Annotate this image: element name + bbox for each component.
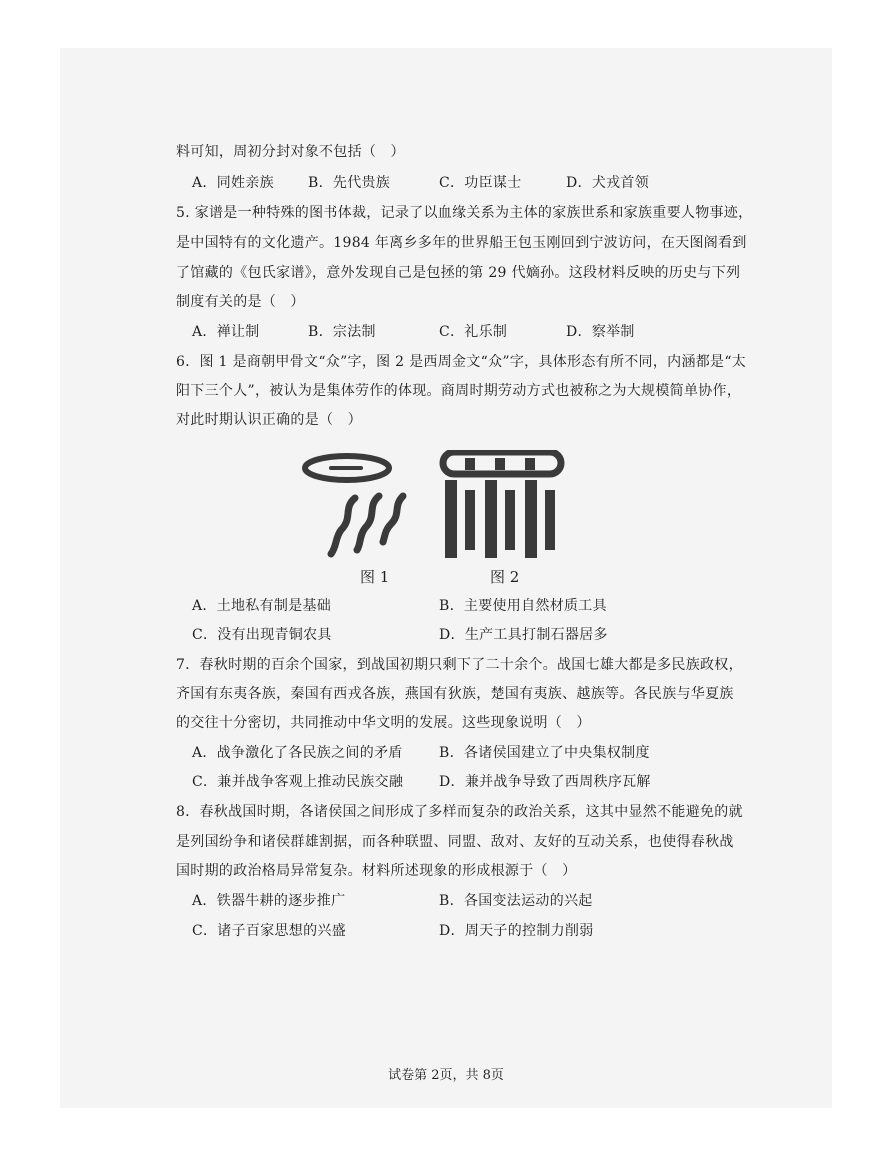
- q8-option-d: D．周天子的控制力削弱: [439, 923, 594, 939]
- q6-option-b: B．主要使用自然材质工具: [439, 598, 607, 614]
- q6-stem-line-3: 对此时期认识正确的是（ ）: [176, 412, 362, 428]
- q4-stem-tail: 料可知，周初分封对象不包括（ ）: [176, 144, 405, 160]
- q7-stem-line-2: 齐国有东夷各族，秦国有西戎各族，燕国有狄族，楚国有夷族、越族等。各民族与华夏族: [176, 686, 734, 702]
- q6-stem-line-1: 6．图 1 是商朝甲骨文“众”字，图 2 是西周金文“众”字，具体形态有所不同，内涵都是“太: [176, 354, 747, 370]
- q4-option-d: D．犬戎首领: [566, 175, 650, 191]
- q8-stem-line-2: 是列国纷争和诸侯群雄割据，而各种联盟、同盟、敌对、友好的互动关系，也使得春秋战: [176, 834, 734, 850]
- q5-option-d: D．察举制: [566, 324, 635, 340]
- q7-option-b: B．各诸侯国建立了中央集权制度: [439, 745, 650, 761]
- q6-option-c: C．没有出现青铜农具: [192, 627, 332, 643]
- q4-option-b: B．先代贵族: [308, 175, 391, 191]
- zhong-glyph-figures: [295, 450, 575, 560]
- q5-option-c: C．礼乐制: [439, 324, 508, 340]
- q8-option-a: A．铁器牛耕的逐步推广: [192, 893, 346, 909]
- oracle-bone-zhong-glyph: [305, 456, 403, 554]
- q8-option-b: B．各国变法运动的兴起: [439, 893, 593, 909]
- q5-stem-line-1: 5. 家谱是一种特殊的图书体裁，记录了以血缘关系为主体的家族世系和家族重要人物事迹，: [176, 205, 753, 221]
- q7-option-a: A．战争激化了各民族之间的矛盾: [192, 745, 403, 761]
- q8-stem-line-1: 8．春秋战国时期，各诸侯国之间形成了多样而复杂的政治关系，这其中显然不能避免的就: [176, 804, 743, 820]
- figure-2-caption: 图 2: [490, 568, 520, 586]
- q4-option-c: C．功臣谋士: [439, 175, 522, 191]
- q6-option-d: D．生产工具打制石器居多: [439, 627, 608, 643]
- q6-stem-line-2: 阳下三个人”，被认为是集体劳作的体现。商周时期劳动方式也被称之为大规模简单协作，: [176, 383, 742, 399]
- q7-option-d: D．兼并战争导致了西周秩序瓦解: [439, 774, 651, 790]
- q8-stem-line-3: 国时期的政治格局异常复杂。材料所述现象的形成根源于（ ）: [176, 863, 577, 879]
- page-footer: 试卷第 2页，共 8页: [388, 1068, 504, 1083]
- q5-option-a: A．禅让制: [192, 324, 260, 340]
- q5-stem-line-4: 制度有关的是（ ）: [176, 294, 305, 310]
- q4-option-a: A．同姓亲族: [192, 175, 274, 191]
- q8-option-c: C．诸子百家思想的兴盛: [192, 923, 347, 939]
- q7-stem-line-1: 7．春秋时期的百余个国家，到战国初期只剩下了二十余个。战国七雄大都是多民族政权，: [176, 657, 743, 673]
- q6-figures: [295, 450, 575, 590]
- bronze-zhong-glyph: [443, 452, 561, 558]
- q7-stem-line-3: 的交往十分密切，共同推动中华文明的发展。这些现象说明（ ）: [176, 715, 591, 731]
- q6-option-a: A．土地私有制是基础: [192, 598, 332, 614]
- figure-1-caption: 图 1: [360, 568, 390, 586]
- q7-option-c: C．兼并战争客观上推动民族交融: [192, 774, 404, 790]
- q5-stem-line-2: 是中国特有的文化遗产。1984 年离乡多年的世界船王包玉刚回到宁波访问，在天图阁看到: [176, 235, 747, 251]
- q5-option-b: B．宗法制: [308, 324, 376, 340]
- q5-stem-line-3: 了馆藏的《包氏家谱》，意外发现自己是包拯的第 29 代嫡孙。这段材料反映的历史与下列: [176, 265, 741, 281]
